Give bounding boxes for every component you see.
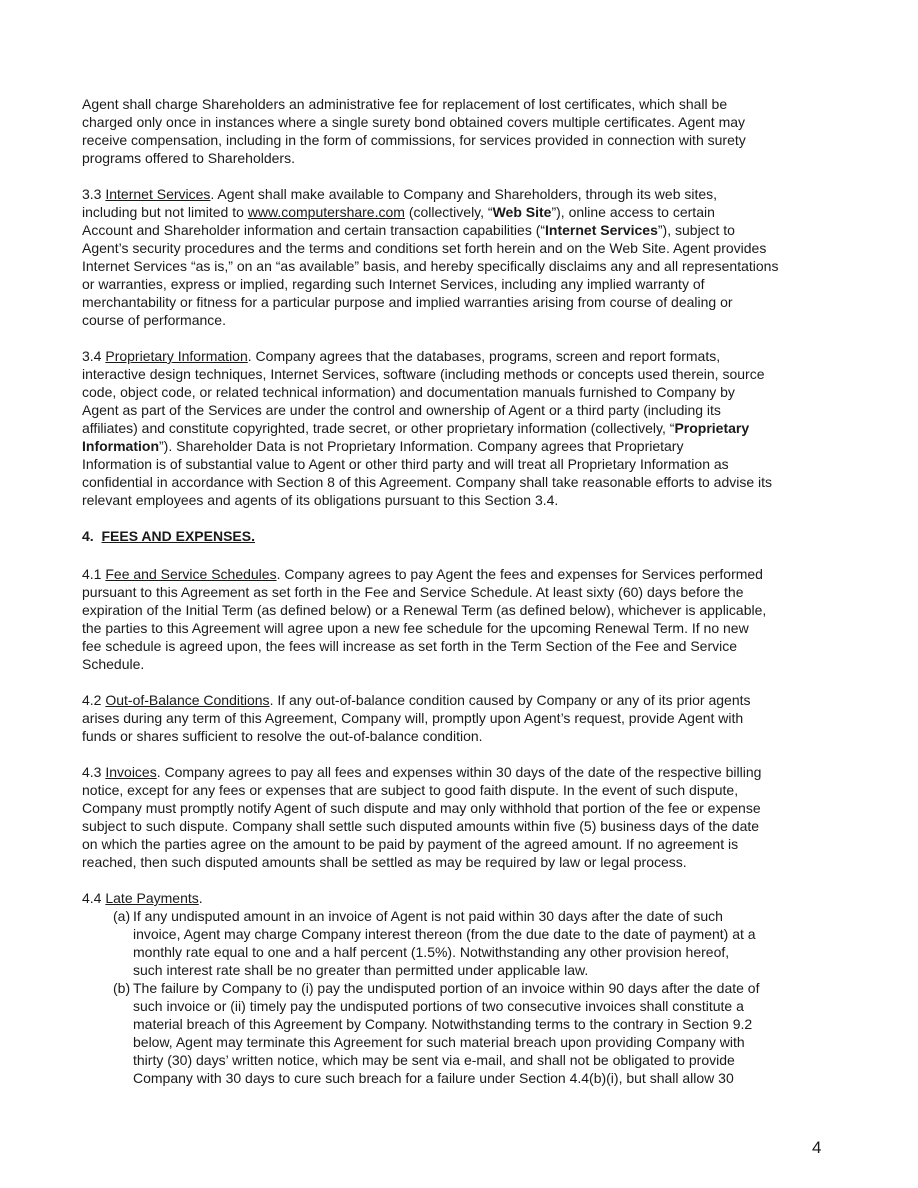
section-title: Proprietary Information xyxy=(105,348,248,364)
text-line xyxy=(82,437,842,455)
text-line: such invoice or (ii) timely pay the undisputed portions of two consecutive invoices shall constitute a xyxy=(133,998,744,1014)
paragraph-4-3 xyxy=(82,763,842,871)
text-line: thirty (30) days’ written notice, which may be sent via e-mail, and shall not be obligated to provide xyxy=(133,1052,735,1068)
text-line: such interest rate shall be no greater than permitted under applicable law. xyxy=(133,962,589,978)
text-line: funds or shares sufficient to resolve the out-of-balance condition. xyxy=(82,728,483,744)
text-line: or warranties, express or implied, regarding such Internet Services, including any implied warranty of xyxy=(82,276,705,292)
defined-term: Web Site xyxy=(492,204,552,220)
text-line: programs offered to Shareholders. xyxy=(82,150,295,166)
text-line: subject to such dispute. Company shall settle such disputed amounts within five (5) business days of the date xyxy=(82,818,760,834)
text-line xyxy=(82,691,842,709)
text-line: course of performance. xyxy=(82,312,226,328)
list-item-label: (a) xyxy=(113,908,131,924)
section-title: Invoices xyxy=(105,764,157,780)
text-run: . xyxy=(198,890,203,906)
text-run: ”). Shareholder Data is not Proprietary Information. Company agrees that Proprietary xyxy=(159,438,684,454)
text-run: The failure by Company to (i) pay the undisputed portion of an invoice within 90 days after the date of xyxy=(133,980,760,996)
paragraph-4-2 xyxy=(82,691,842,745)
section-title: Out-of-Balance Conditions xyxy=(105,692,270,708)
defined-term: Internet Services xyxy=(545,222,658,238)
text-line: below, Agent may terminate this Agreement for such material breach upon providing Company with xyxy=(133,1034,745,1050)
text-line xyxy=(82,347,842,365)
text-run: 3.4 xyxy=(82,348,106,364)
text-run: 4.2 xyxy=(82,692,106,708)
text-run: 4.3 xyxy=(82,764,106,780)
section-heading xyxy=(82,527,842,545)
text-line: Information is of substantial value to Agent or other third party and will treat all Proprietary Information as xyxy=(82,456,729,472)
text-run: affiliates) and constitute copyrighted, trade secret, or other proprietary information (collectively, “ xyxy=(82,420,675,436)
text-run: If any undisputed amount in an invoice of Agent is not paid within 30 days after the date of such xyxy=(133,908,723,924)
text-line: relevant employees and agents of its obligations pursuant to this Section 3.4. xyxy=(82,492,559,508)
text-run: . Agent shall make available to Company and Shareholders, through its web sites, xyxy=(210,186,718,202)
paragraph-4-4-late-payments xyxy=(82,889,842,1087)
text-line: monthly rate equal to one and a half percent (1.5%). Notwithstanding any other provision hereof, xyxy=(133,944,730,960)
text-line: charged only once in instances where a single surety bond obtained covers multiple certificates. Agent may xyxy=(82,114,746,130)
text-line xyxy=(82,889,842,907)
section-title: Late Payments xyxy=(105,890,199,906)
text-line: invoice, Agent may charge Company interest thereon (from the due date to the date of payment) at a xyxy=(133,926,756,942)
defined-term: Proprietary xyxy=(674,420,750,436)
list-item xyxy=(82,979,842,1087)
text-line: Agent shall charge Shareholders an administrative fee for replacement of lost certificates, which shall be xyxy=(82,96,728,112)
website-link[interactable]: www.computershare.com xyxy=(247,204,405,220)
section-title: Fee and Service Schedules xyxy=(105,566,277,582)
text-run: . Company agrees to pay Agent the fees and expenses for Services performed xyxy=(276,566,763,582)
text-line: pursuant to this Agreement as set forth in the Fee and Service Schedule. At least sixty (60) days before the xyxy=(82,584,744,600)
text-run: ”), subject to xyxy=(657,222,735,238)
text-line: Schedule. xyxy=(82,656,145,672)
text-line xyxy=(82,221,842,239)
text-line xyxy=(82,979,842,997)
text-line xyxy=(82,185,842,203)
text-line xyxy=(82,907,842,925)
text-run: (collectively, “ xyxy=(404,204,493,220)
text-line xyxy=(82,565,842,583)
text-run: including but not limited to xyxy=(82,204,248,220)
text-line: Company with 30 days to cure such breach for a failure under Section 4.4(b)(i), but shall allow 30 xyxy=(133,1070,734,1086)
text-line: fee schedule is agreed upon, the fees will increase as set forth in the Term Section of the Fee and Service xyxy=(82,638,738,654)
paragraph-4-1 xyxy=(82,565,842,673)
text-line xyxy=(82,203,842,221)
text-line: the parties to this Agreement will agree upon a new fee schedule for the upcoming Renewal Term. If no new xyxy=(82,620,749,636)
text-line: Internet Services “as is,” on an “as available” basis, and hereby specifically disclaims any and all representations xyxy=(82,258,779,274)
text-line: code, object code, or related technical information) and documentation manuals furnished to Company by xyxy=(82,384,735,400)
paragraphs-section-4 xyxy=(82,565,842,871)
text-run: 3.3 xyxy=(82,186,106,202)
text-line: receive compensation, including in the form of commissions, for services provided in connection with surety xyxy=(82,132,746,148)
text-run: 4.4 xyxy=(82,890,106,906)
list-item-label: (b) xyxy=(113,980,131,996)
text-run: 4.1 xyxy=(82,566,106,582)
text-line: interactive design techniques, Internet Services, software (including methods or concepts used therein, source xyxy=(82,366,765,382)
text-line: expiration of the Initial Term (as defined below) or a Renewal Term (as defined below), whichever is applicable, xyxy=(82,602,767,618)
text-line xyxy=(82,763,842,781)
paragraph-3-4 xyxy=(82,347,842,509)
paragraphs-section-3 xyxy=(82,95,842,509)
text-line: material breach of this Agreement by Company. Notwithstanding terms to the contrary in Section 9.2 xyxy=(133,1016,753,1032)
text-line: on which the parties agree on the amount to be paid by payment of the agreed amount. If no agreement is xyxy=(82,836,739,852)
text-run: Account and Shareholder information and certain transaction capabilities (“ xyxy=(82,222,546,238)
text-run: ”), online access to certain xyxy=(551,204,715,220)
text-line: reached, then such disputed amounts shall be settled as may be required by law or legal process. xyxy=(82,854,687,870)
defined-term: Information xyxy=(82,438,159,454)
heading-number: 4. xyxy=(82,528,94,544)
page-number: 4 xyxy=(812,1138,822,1157)
text-line: Company must promptly notify Agent of such dispute and may only withhold that portion of the fee or expense xyxy=(82,800,761,816)
text-run: . Company agrees to pay all fees and expenses within 30 days of the date of the respective billing xyxy=(156,764,762,780)
text-run: . If any out-of-balance condition caused by Company or any of its prior agents xyxy=(269,692,751,708)
text-line: Agent’s security procedures and the terms and conditions set forth herein and on the Web Site. Agent provides xyxy=(82,240,767,256)
text-line: confidential in accordance with Section 8 of this Agreement. Company shall take reasonable efforts to advise its xyxy=(82,474,773,490)
paragraph-3-3 xyxy=(82,185,842,329)
text-run: . Company agrees that the databases, programs, screen and report formats, xyxy=(247,348,721,364)
text-line: arises during any term of this Agreement, Company will, promptly upon Agent’s request, provide Agent with xyxy=(82,710,744,726)
text-line: Agent as part of the Services are under the control and ownership of Agent or a third party (including its xyxy=(82,402,721,418)
section-title: Internet Services xyxy=(105,186,211,202)
paragraph-surety xyxy=(82,95,842,167)
list-item xyxy=(82,907,842,979)
text-line: merchantability or fitness for a particular purpose and implied warranties arising from course of dealing or xyxy=(82,294,733,310)
document-body xyxy=(82,95,842,1087)
text-line: notice, except for any fees or expenses that are subject to good faith dispute. In the event of such dispute, xyxy=(82,782,739,798)
heading-title: FEES AND EXPENSES. xyxy=(101,528,255,544)
text-line xyxy=(82,419,842,437)
